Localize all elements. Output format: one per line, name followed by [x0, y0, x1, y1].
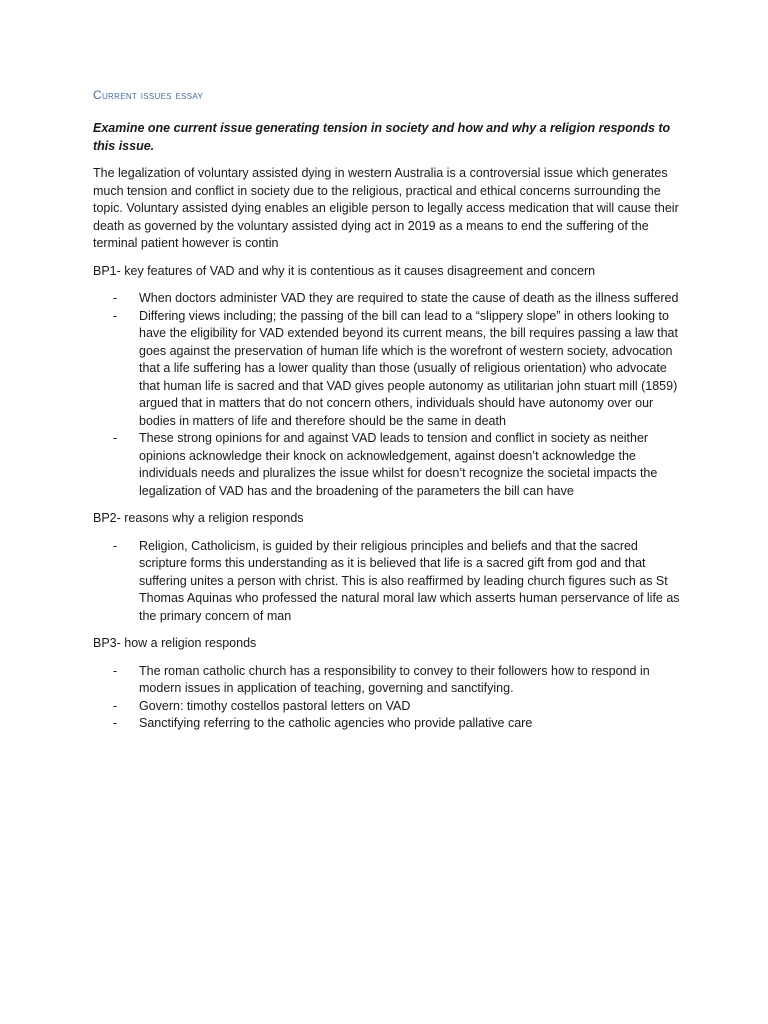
list-item-text: Differing views including; the passing of the bill can lead to a “slippery slope” in others looking to have the eligibility for VAD extended beyond its current means, the bill requires passing a law that goes against the preservation of human life which is the worefront of western society, advocation that a life suffering has a lower quality than those (usually of religious orientation) who advocate that human life is sacred and that VAD gives people autonomy as utilitarian john stuart mill (1859) argued that in matters that do not concern others, individuals should have autonomy over our bodies in matters of life and therefore should be the same in death: [139, 308, 678, 428]
bullet-list: [93, 538, 683, 626]
list-item: [93, 430, 683, 500]
bullet-dash: -: [113, 431, 118, 445]
bullet-dash: -: [113, 291, 118, 305]
document-heading: Current issues essay: [93, 88, 204, 102]
list-item: [93, 308, 683, 431]
bullet-dash: -: [113, 308, 118, 323]
essay-question: Examine one current issue generating tension in society and how and why a religion responds to this issue.: [93, 121, 671, 153]
section-title: BP2- reasons why a religion responds: [93, 511, 304, 525]
list-item-text: When doctors administer VAD they are required to state the cause of death as the illness suffered: [139, 291, 679, 305]
bullet-dash: -: [113, 698, 118, 713]
section-bp2: [93, 510, 683, 625]
list-item: [93, 663, 683, 698]
list-item-text: Religion, Catholicism, is guided by their religious principles and beliefs and that the sacred scripture forms this understanding as it is believed that life is a sacred gift from god and that suffering unites a person with christ. This is also reaffirmed by leading church figures such as St Thomas Aquinas who professed the natural moral law which asserts human perservance of life as the primary concern of man: [139, 538, 680, 623]
list-item-text: Govern: timothy costellos pastoral letters on VAD: [139, 698, 411, 713]
list-item: [93, 538, 683, 626]
intro-paragraph: The legalization of voluntary assisted dying in western Australia is a controversial issue which generates much tension and conflict in society due to the religious, practical and ethical concerns surrounding the topic. Voluntary assisted dying enables an eligible person to legally access medication that will cause their death as governed by the voluntary assisted dying act in 2019 as a means to end the suffering of the terminal patient however is contin: [93, 166, 679, 250]
list-item: [93, 698, 683, 716]
section-title: BP1- key features of VAD and why it is contentious as it causes disagreement and concern: [93, 263, 596, 278]
list-item: [93, 715, 683, 733]
list-item: [93, 290, 683, 308]
section-bp1: [93, 263, 683, 501]
list-item-text: The roman catholic church has a responsibility to convey to their followers how to respond in modern issues in application of teaching, governing and sanctifying.: [139, 663, 650, 695]
bullet-dash: -: [113, 663, 118, 678]
section-title: BP3- how a religion responds: [93, 636, 257, 650]
section-bp3: [93, 635, 683, 733]
bullet-list: [93, 290, 683, 500]
list-item-text: These strong opinions for and against VAD leads to tension and conflict in society as neither opinions acknowledge their knock on acknowledgement, against doesn’t acknowledge the individuals needs and pluralizes the issue whilst for doesn’t recognize the societal impacts the legalization of VAD has and the broadening of the parameters the bill can have: [139, 431, 658, 498]
bullet-dash: -: [113, 716, 118, 730]
bullet-list: [93, 663, 683, 733]
list-item-text: Sanctifying referring to the catholic agencies who provide pallative care: [139, 716, 533, 730]
bullet-dash: -: [113, 538, 118, 553]
document-page: [93, 86, 683, 743]
